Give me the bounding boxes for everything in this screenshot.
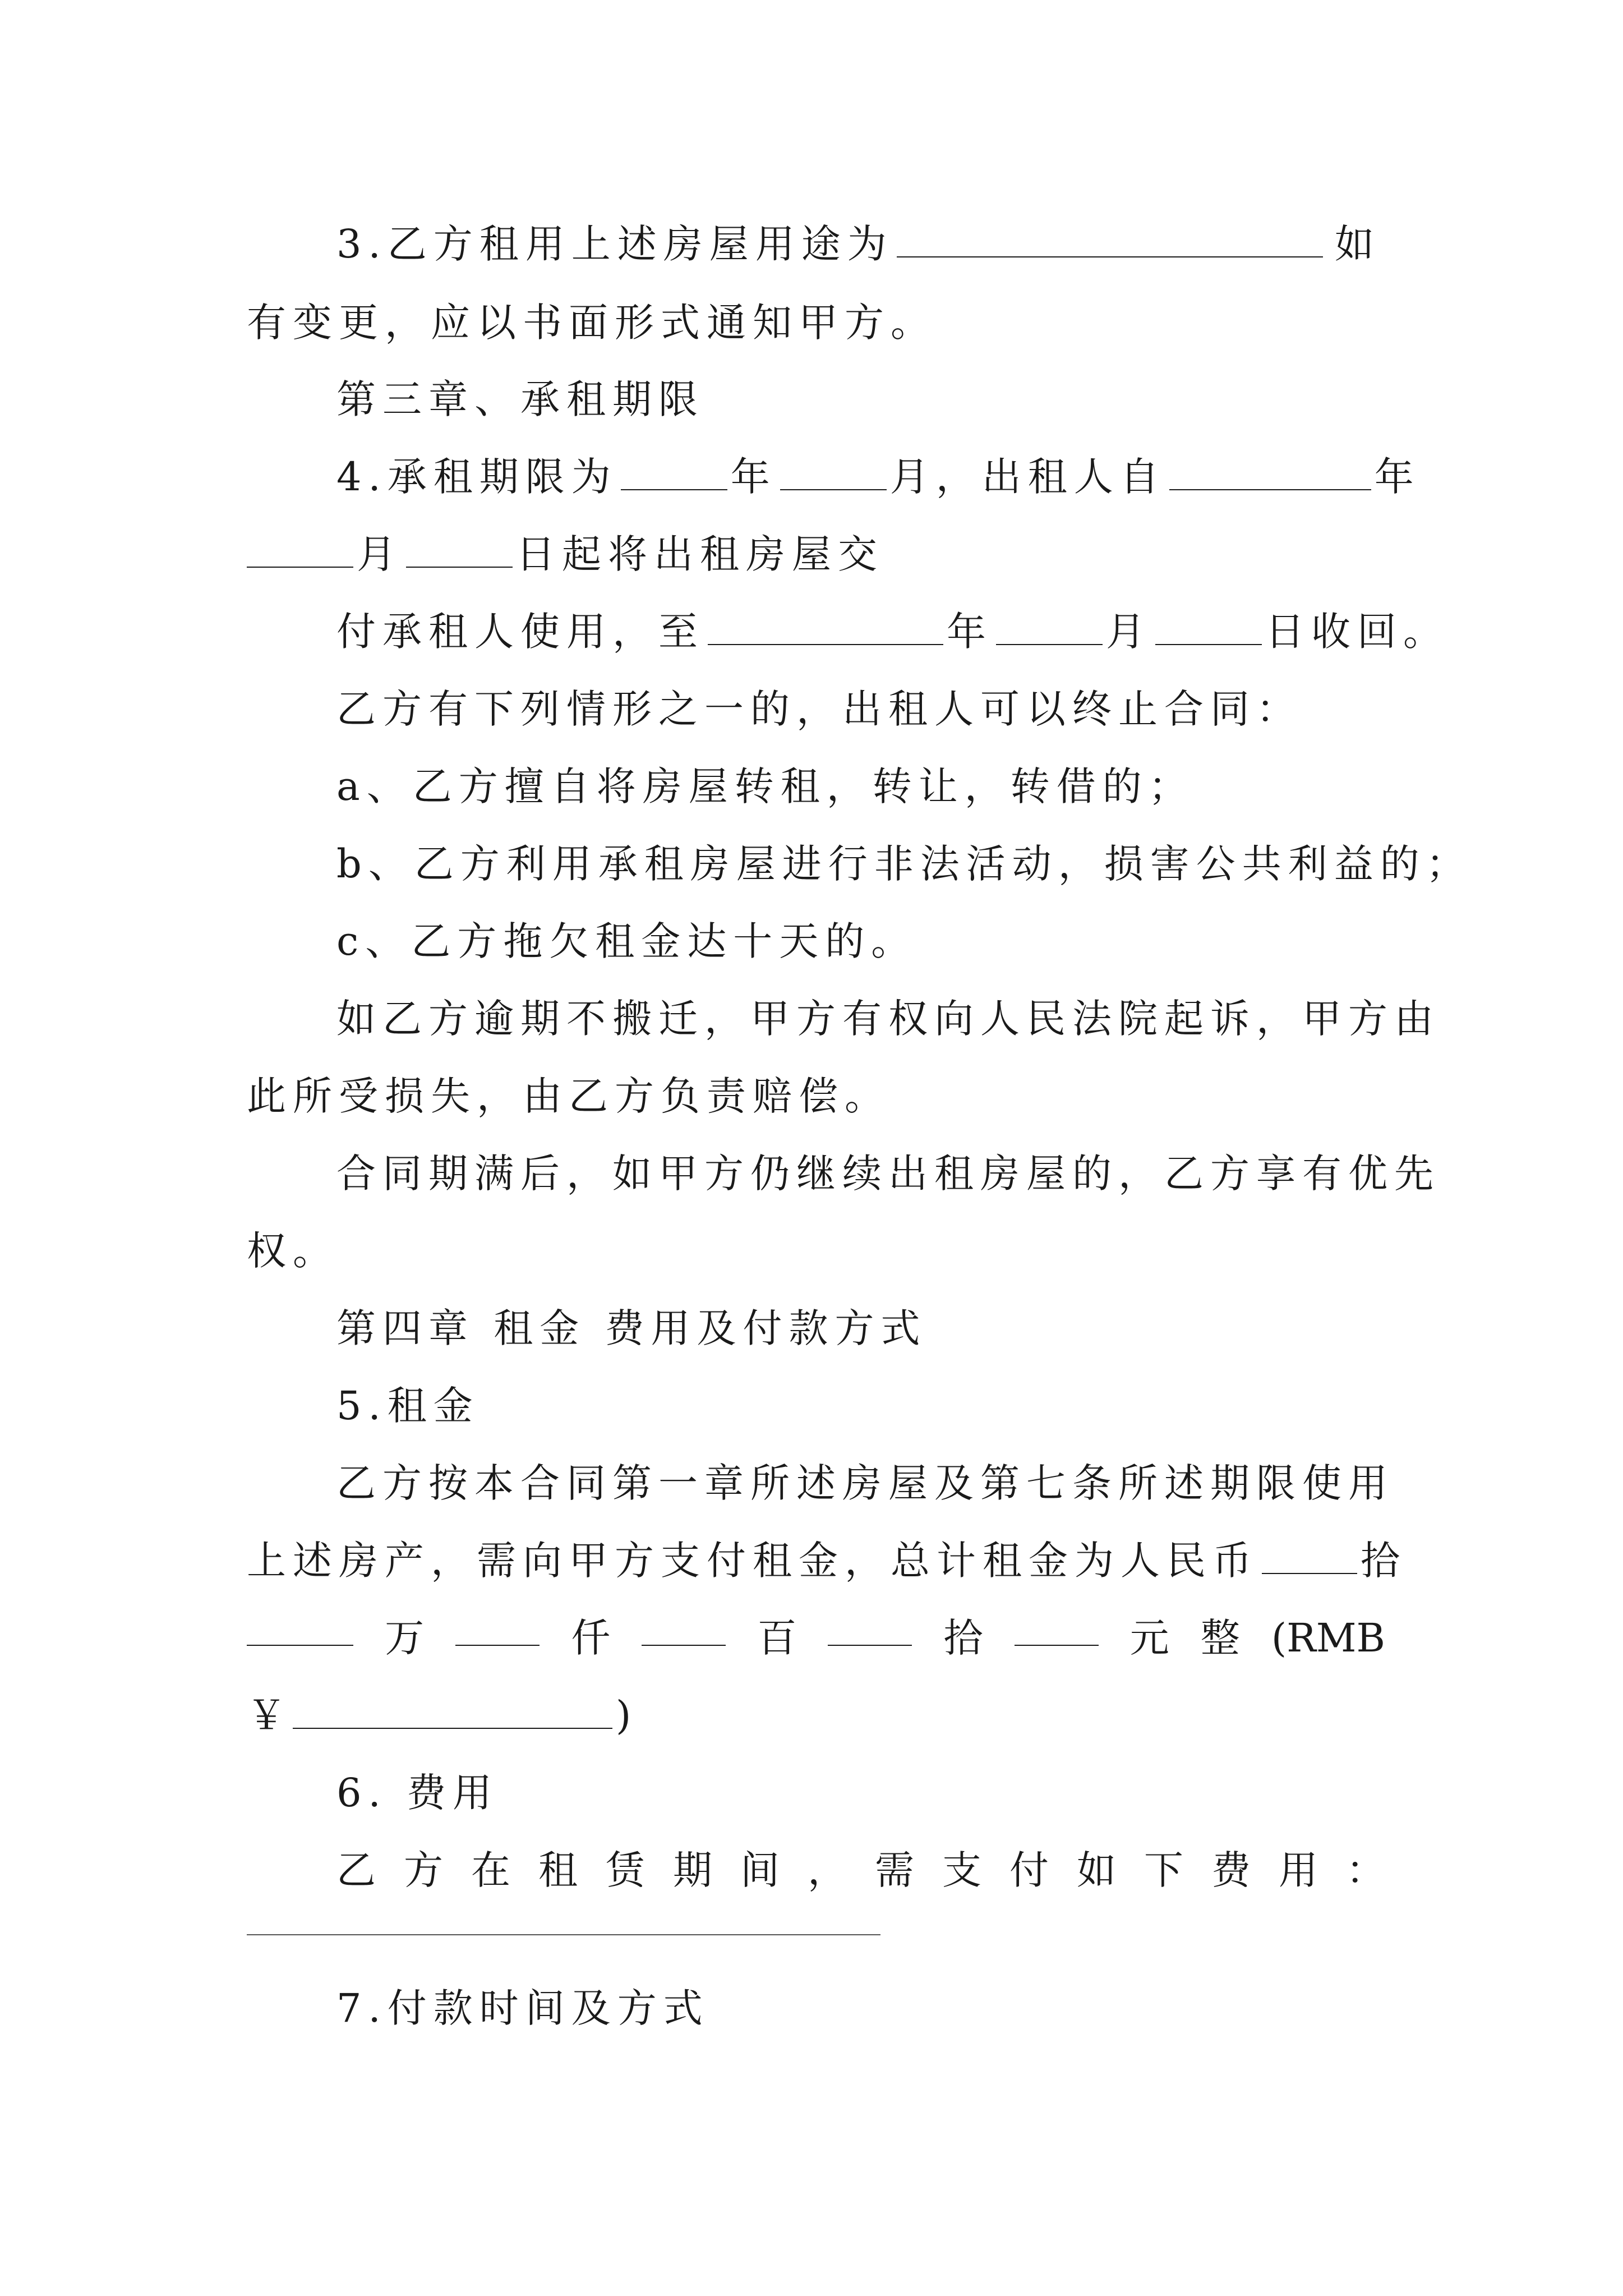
clause-5-title bbox=[336, 1378, 1385, 1434]
blank-end-year bbox=[708, 609, 943, 645]
blank-start-month bbox=[247, 532, 353, 568]
terminate-item-a-text: a、乙方擅自将房屋转租，转让，转借的； bbox=[336, 763, 1195, 809]
chapter-4-title: 第四章 租金 费用及付款方式 bbox=[336, 1305, 927, 1351]
clause-4-line-1 bbox=[336, 449, 1421, 505]
clause-7-title bbox=[336, 1980, 1385, 2036]
unit-bai: 百 bbox=[757, 1615, 797, 1661]
clause-6-char: ： bbox=[1346, 1847, 1385, 1893]
clause-3-line-1 bbox=[336, 216, 1385, 272]
clause-5-line-1 bbox=[336, 1455, 1394, 1511]
clause-6-char: 支 bbox=[942, 1847, 981, 1893]
clause-6-char: 下 bbox=[1144, 1847, 1183, 1893]
blank-amount-10 bbox=[828, 1610, 912, 1646]
unit-qian: 仟 bbox=[571, 1615, 611, 1661]
clause-5-line-2 bbox=[247, 1533, 1407, 1589]
chapter-3-heading bbox=[336, 371, 1385, 427]
yen-symbol: ￥ bbox=[247, 1692, 293, 1738]
blank-years bbox=[621, 454, 727, 490]
clause-5-text-2: 上述房产，需向甲方支付租金，总计租金为人民币 bbox=[247, 1538, 1258, 1584]
clause-5-line-3 bbox=[247, 1610, 1385, 1666]
clause-4-line-2 bbox=[247, 526, 1385, 582]
overdue-text-2: 此所受损失，由乙方负责赔偿。 bbox=[247, 1073, 891, 1119]
overdue-line-1 bbox=[336, 991, 1440, 1047]
clause-4-text-f: 日起将出租房屋交 bbox=[516, 531, 884, 577]
clause-4-text-j: 日收回。 bbox=[1265, 609, 1449, 655]
clause-3-tail bbox=[1335, 216, 1391, 272]
blank-amount-10k bbox=[247, 1610, 353, 1646]
terminate-item-b-text: b、乙方利用承租房屋进行非法活动，损害公共利益的； bbox=[336, 841, 1472, 887]
terminate-intro bbox=[336, 681, 1385, 737]
blank-months bbox=[780, 454, 887, 490]
terminate-intro-text: 乙方有下列情形之一的，出租人可以终止合同： bbox=[336, 686, 1302, 732]
clause-6-char: 付 bbox=[1009, 1847, 1049, 1893]
blank-start-year bbox=[1169, 454, 1371, 490]
clause-4-text-d: 年 bbox=[1374, 454, 1421, 500]
unit-wan: 万 bbox=[385, 1615, 425, 1661]
clause-4-text-h: 年 bbox=[947, 609, 993, 655]
blank-usage bbox=[897, 222, 1323, 257]
clause-6-title-text: 6. 费用 bbox=[336, 1770, 499, 1816]
clause-4-text-b: 年 bbox=[730, 454, 777, 500]
clause-6-char: 需 bbox=[875, 1847, 914, 1893]
terminate-item-a bbox=[336, 758, 1385, 815]
clause-4-text-a: 4.承租期限为 bbox=[336, 454, 617, 500]
clause-6-char: 方 bbox=[404, 1847, 443, 1893]
blank-end-day bbox=[1155, 609, 1262, 645]
chapter-4-heading bbox=[336, 1300, 1385, 1356]
chapter-3-title: 第三章、承租期限 bbox=[336, 376, 704, 422]
terminate-item-b bbox=[336, 836, 1472, 892]
clause-6-char: 用 bbox=[1279, 1847, 1318, 1893]
terminate-item-c-text: c、乙方拖欠租金达十天的。 bbox=[336, 918, 917, 964]
blank-end-month bbox=[996, 609, 1103, 645]
priority-text-1: 合同期满后，如甲方仍继续出租房屋的，乙方享有优先 bbox=[336, 1151, 1440, 1197]
blank-amount-1 bbox=[1015, 1610, 1099, 1646]
blank-amount-100 bbox=[642, 1610, 726, 1646]
clause-3-text-2: 有变更，应以书面形式通知甲方。 bbox=[247, 300, 937, 346]
unit-zheng: 整 bbox=[1200, 1615, 1240, 1661]
blank-fees-line bbox=[247, 1934, 880, 1935]
priority-line-2 bbox=[247, 1223, 1385, 1279]
clause-6-title bbox=[336, 1765, 1385, 1821]
unit-yuan: 元 bbox=[1129, 1615, 1169, 1661]
blank-amount-100k bbox=[1262, 1538, 1357, 1574]
clause-6-char: 费 bbox=[1211, 1847, 1251, 1893]
terminate-item-c bbox=[336, 913, 1385, 969]
clause-3-tail-text: 如 bbox=[1335, 221, 1381, 267]
clause-5-text-2b: 拾 bbox=[1361, 1538, 1407, 1584]
clause-6-char: 租 bbox=[538, 1847, 578, 1893]
overdue-text-1: 如乙方逾期不搬迁，甲方有权向人民法院起诉，甲方由 bbox=[336, 996, 1440, 1042]
clause-6-line-1 bbox=[336, 1842, 1385, 1898]
clause-7-title-text: 7.付款时间及方式 bbox=[336, 1985, 709, 2031]
clause-5-text-1: 乙方按本合同第一章所述房屋及第七条所述期限使用 bbox=[336, 1460, 1394, 1506]
blank-amount-1k bbox=[455, 1610, 540, 1646]
priority-line-1 bbox=[336, 1145, 1440, 1202]
clause-6-char: ， bbox=[808, 1847, 847, 1893]
clause-5-line-4 bbox=[247, 1687, 1385, 1743]
blank-amount-rmb bbox=[293, 1693, 612, 1729]
clause-5-title-text: 5.租金 bbox=[336, 1383, 479, 1429]
clause-4-text-g: 付承租人使用，至 bbox=[336, 609, 704, 655]
clause-3-line-2 bbox=[247, 295, 1385, 351]
clause-6-char: 期 bbox=[673, 1847, 712, 1893]
clause-6-char: 乙 bbox=[336, 1847, 376, 1893]
clause-6-char: 间 bbox=[740, 1847, 780, 1893]
rmb-label: (RMB bbox=[1271, 1615, 1385, 1661]
blank-start-day bbox=[406, 532, 513, 568]
clause-6-char: 赁 bbox=[606, 1847, 645, 1893]
unit-shi: 拾 bbox=[943, 1615, 983, 1661]
rmb-close-paren: ) bbox=[616, 1692, 638, 1738]
clause-6-char: 在 bbox=[471, 1847, 510, 1893]
clause-4-text-i: 月 bbox=[1106, 609, 1152, 655]
overdue-line-2 bbox=[247, 1068, 1385, 1124]
clause-6-char: 如 bbox=[1077, 1847, 1116, 1893]
clause-4-text-c: 月，出租人自 bbox=[889, 454, 1166, 500]
clause-4-line-3 bbox=[336, 604, 1449, 660]
clause-4-text-e: 月 bbox=[357, 531, 403, 577]
clause-3-text: 3.乙方租用上述房屋用途为 bbox=[336, 221, 893, 267]
priority-text-2: 权。 bbox=[247, 1228, 339, 1274]
